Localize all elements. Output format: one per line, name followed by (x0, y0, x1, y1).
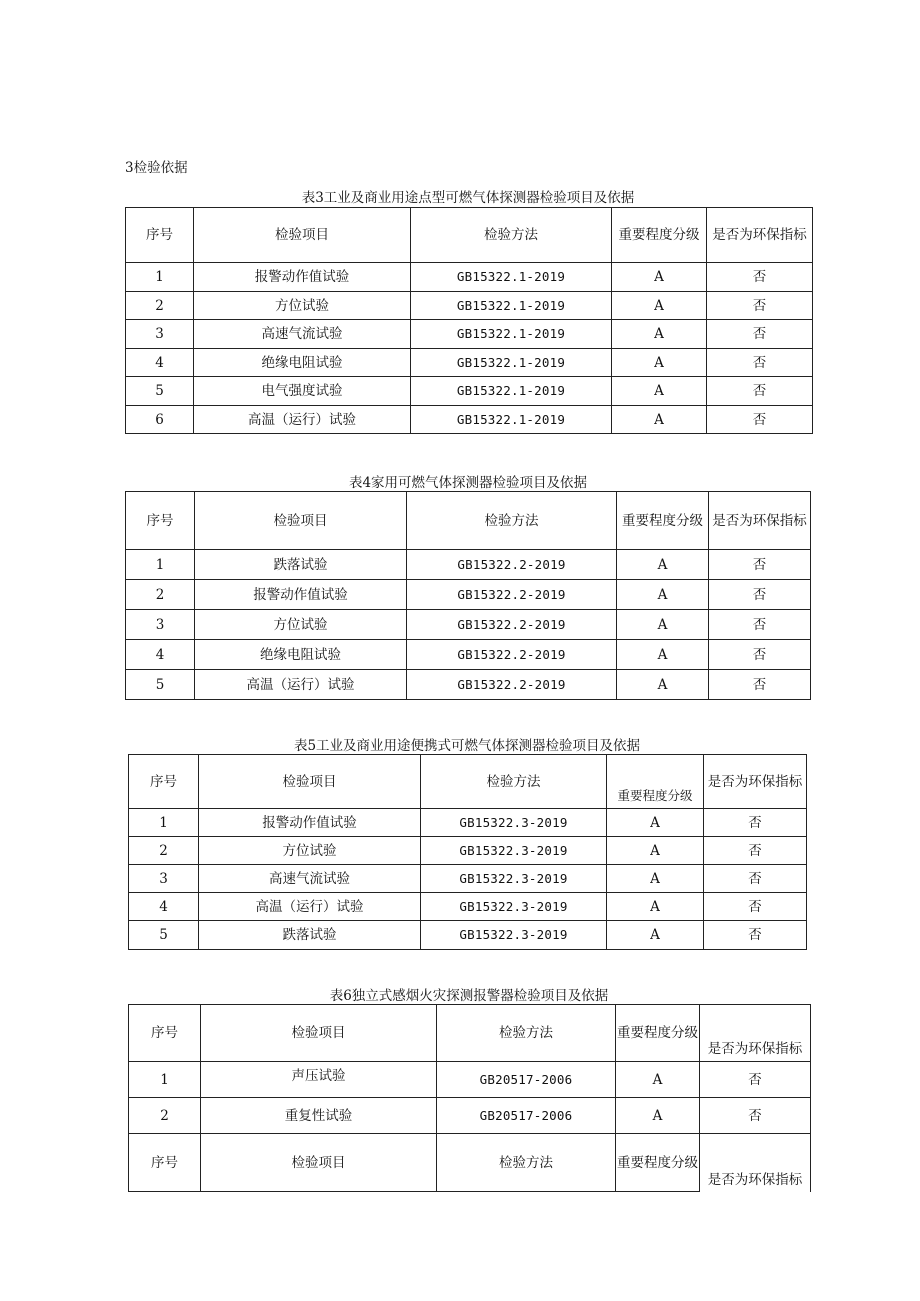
header-cell: 检验项目 (195, 492, 407, 550)
cell-method: GB15322.3-2019 (421, 837, 607, 865)
table-header-row (126, 208, 813, 263)
cell-index: 3 (126, 610, 195, 640)
table-row (126, 640, 811, 670)
header-cell: 检验项目 (201, 1134, 437, 1192)
table-row (129, 837, 807, 865)
header-cell: 检验项目 (201, 1005, 437, 1062)
table-4-caption: 表4家用可燃气体探测器检验项目及依据 (348, 475, 588, 491)
cell-env: 否 (707, 263, 813, 292)
cell-item: 高温（运行）试验 (199, 893, 421, 921)
cell-item: 电气强度试验 (194, 377, 411, 406)
table-header-row (126, 492, 811, 550)
cell-env: 否 (707, 377, 813, 406)
cell-grade: A (607, 865, 704, 893)
table-row (126, 263, 813, 292)
header-cell: 检验项目 (194, 208, 411, 263)
cell-item: 绝缘电阻试验 (195, 640, 407, 670)
table-6 (128, 1004, 811, 1192)
cell-index: 1 (129, 1062, 201, 1098)
table-3 (125, 207, 813, 434)
table-row (126, 349, 813, 377)
cell-index: 4 (126, 640, 195, 670)
cell-method: GB20517-2006 (437, 1098, 616, 1134)
header-cell: 检验方法 (437, 1134, 616, 1192)
table-5 (128, 754, 807, 950)
section-title: 3检验依据 (125, 160, 188, 176)
cell-grade: A (617, 640, 709, 670)
header-cell: 是否为环保指标 (700, 1134, 811, 1192)
cell-item: 高温（运行）试验 (194, 406, 411, 434)
cell-grade: A (616, 1062, 700, 1098)
cell-item: 方位试验 (195, 610, 407, 640)
cell-item: 跌落试验 (195, 550, 407, 580)
header-cell: 检验项目 (199, 755, 421, 809)
table-row (129, 893, 807, 921)
cell-env: 否 (709, 610, 811, 640)
cell-index: 1 (126, 550, 195, 580)
cell-item: 绝缘电阻试验 (194, 349, 411, 377)
cell-method: GB20517-2006 (437, 1062, 616, 1098)
table-4 (125, 491, 811, 700)
cell-index: 6 (126, 406, 194, 434)
cell-env: 否 (700, 1098, 811, 1134)
cell-grade: A (617, 670, 709, 700)
cell-env: 否 (707, 406, 813, 434)
table-row (129, 809, 807, 837)
cell-grade: A (607, 921, 704, 950)
cell-env: 否 (709, 670, 811, 700)
header-cell: 序号 (129, 1134, 201, 1192)
cell-item: 高速气流试验 (194, 320, 411, 349)
table-row (129, 865, 807, 893)
header-cell: 重要程度分级 (607, 755, 704, 809)
table-row (126, 550, 811, 580)
table-row (129, 1098, 811, 1134)
cell-env: 否 (704, 837, 807, 865)
table-row (129, 921, 807, 950)
cell-index: 2 (129, 837, 199, 865)
cell-env: 否 (704, 809, 807, 837)
table-3-caption: 表3工业及商业用途点型可燃气体探测器检验项目及依据 (301, 190, 635, 206)
cell-grade: A (617, 580, 709, 610)
cell-grade: A (617, 550, 709, 580)
header-cell: 检验方法 (411, 208, 612, 263)
table-row (126, 406, 813, 434)
cell-grade: A (612, 377, 707, 406)
header-cell: 重要程度分级 (612, 208, 707, 263)
cell-index: 2 (129, 1098, 201, 1134)
cell-method: GB15322.1-2019 (411, 292, 612, 320)
cell-env: 否 (700, 1062, 811, 1098)
cell-env: 否 (707, 349, 813, 377)
cell-item: 方位试验 (194, 292, 411, 320)
cell-grade: A (607, 837, 704, 865)
cell-env: 否 (709, 550, 811, 580)
table-row (126, 377, 813, 406)
header-cell: 重要程度分级 (616, 1005, 700, 1062)
header-cell: 序号 (126, 492, 195, 550)
cell-method: GB15322.1-2019 (411, 349, 612, 377)
cell-method: GB15322.1-2019 (411, 320, 612, 349)
cell-index: 3 (129, 865, 199, 893)
header-cell: 检验方法 (407, 492, 617, 550)
cell-method: GB15322.3-2019 (421, 809, 607, 837)
cell-method: GB15322.2-2019 (407, 580, 617, 610)
header-cell: 重要程度分级 (616, 1134, 700, 1192)
cell-index: 1 (126, 263, 194, 292)
cell-method: GB15322.3-2019 (421, 865, 607, 893)
cell-index: 5 (129, 921, 199, 950)
table-6-caption: 表6独立式感烟火灾探测报警器检验项目及依据 (329, 988, 609, 1004)
cell-method: GB15322.2-2019 (407, 640, 617, 670)
cell-item: 方位试验 (199, 837, 421, 865)
cell-index: 2 (126, 580, 195, 610)
header-cell: 是否为环保指标 (707, 208, 813, 263)
table-header-row (129, 755, 807, 809)
cell-item: 跌落试验 (199, 921, 421, 950)
cell-item: 报警动作值试验 (199, 809, 421, 837)
table-row (126, 580, 811, 610)
cell-item: 报警动作值试验 (195, 580, 407, 610)
header-cell: 是否为环保指标 (700, 1005, 811, 1062)
cell-grade: A (617, 610, 709, 640)
cell-env: 否 (707, 320, 813, 349)
cell-item: 高速气流试验 (199, 865, 421, 893)
cell-index: 3 (126, 320, 194, 349)
cell-index: 5 (126, 377, 194, 406)
header-cell: 是否为环保指标 (709, 492, 811, 550)
cell-method: GB15322.1-2019 (411, 263, 612, 292)
header-cell: 重要程度分级 (617, 492, 709, 550)
cell-item: 高温（运行）试验 (195, 670, 407, 700)
cell-env: 否 (704, 921, 807, 950)
table-header-row (129, 1005, 811, 1062)
cell-index: 2 (126, 292, 194, 320)
table-header-row-repeat (129, 1134, 811, 1192)
table-row (126, 292, 813, 320)
header-cell: 是否为环保指标 (704, 755, 807, 809)
header-cell: 检验方法 (421, 755, 607, 809)
cell-item: 声压试验 (201, 1062, 437, 1098)
header-cell: 序号 (126, 208, 194, 263)
cell-method: GB15322.3-2019 (421, 921, 607, 950)
cell-grade: A (612, 263, 707, 292)
cell-env: 否 (707, 292, 813, 320)
cell-index: 1 (129, 809, 199, 837)
cell-grade: A (607, 893, 704, 921)
header-cell: 检验方法 (437, 1005, 616, 1062)
cell-env: 否 (709, 580, 811, 610)
table-row (126, 610, 811, 640)
cell-item: 报警动作值试验 (194, 263, 411, 292)
cell-item: 重复性试验 (201, 1098, 437, 1134)
cell-method: GB15322.2-2019 (407, 610, 617, 640)
cell-method: GB15322.2-2019 (407, 550, 617, 580)
cell-grade: A (612, 292, 707, 320)
table-row (126, 670, 811, 700)
cell-method: GB15322.2-2019 (407, 670, 617, 700)
cell-grade: A (612, 406, 707, 434)
header-cell: 序号 (129, 755, 199, 809)
cell-index: 4 (126, 349, 194, 377)
table-row (129, 1062, 811, 1098)
cell-grade: A (607, 809, 704, 837)
cell-grade: A (612, 320, 707, 349)
cell-index: 5 (126, 670, 195, 700)
cell-grade: A (616, 1098, 700, 1134)
cell-env: 否 (704, 893, 807, 921)
header-cell: 序号 (129, 1005, 201, 1062)
cell-grade: A (612, 349, 707, 377)
cell-method: GB15322.1-2019 (411, 377, 612, 406)
cell-method: GB15322.3-2019 (421, 893, 607, 921)
cell-index: 4 (129, 893, 199, 921)
cell-env: 否 (709, 640, 811, 670)
cell-method: GB15322.1-2019 (411, 406, 612, 434)
table-5-caption: 表5工业及商业用途便携式可燃气体探测器检验项目及依据 (293, 738, 641, 754)
cell-env: 否 (704, 865, 807, 893)
table-row (126, 320, 813, 349)
